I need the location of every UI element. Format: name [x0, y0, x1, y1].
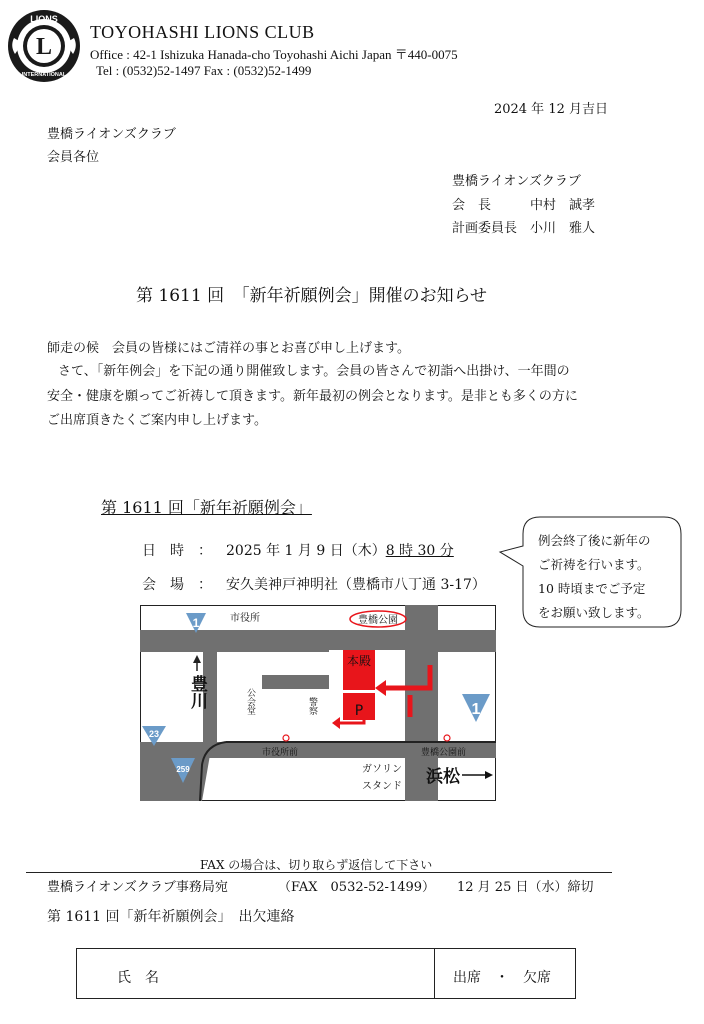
body-line-2: さて、「新年例会」を下記の通り開催致します。会員の皆さんで初詣へ出掛け、一年間の — [58, 364, 570, 379]
club-name: TOYOHASHI LIONS CLUB — [90, 22, 315, 42]
fax-note: FAX の場合は、切り取らず返信して下さい — [200, 858, 433, 872]
route-259: 259 — [176, 765, 190, 774]
map-stop-park: 豊橋公園前 — [421, 748, 467, 758]
lions-logo — [6, 8, 82, 84]
map-gas-line-1: ガソリン — [362, 764, 402, 775]
route-1-right: 1 — [471, 701, 481, 718]
office-address: Office : 42-1 Ishizuka Hanada-cho Toyohashi Aichi Japan 〒440-0075 — [90, 47, 458, 62]
event-heading: 第 1611 回「新年祈願例会」 — [101, 498, 312, 517]
map-hamamatsu: 浜松 — [426, 767, 460, 787]
reply-deadline: 12 月 25 日（水）締切 — [457, 880, 594, 895]
attendance-choice[interactable]: 出席 ・ 欠席 — [453, 970, 551, 986]
datetime-value — [226, 540, 454, 560]
sender-president: 会 長 中村 誠孝 — [452, 198, 596, 213]
name-field-label: 氏 名 — [117, 970, 159, 986]
map-stop-city-hall: 市役所前 — [262, 748, 299, 758]
note-line-2: ご祈祷を行います。 — [538, 557, 650, 572]
map-gas-line-2: スタンド — [362, 781, 402, 792]
datetime-time: 8 時 30 分 — [385, 543, 454, 559]
reply-fax: （FAX 0532-52-1499） — [278, 880, 436, 895]
route-1-top: 1 — [192, 616, 200, 630]
map-shrine: 本殿 — [346, 654, 372, 668]
venue-label: 会 場 ： — [142, 577, 212, 593]
reply-office: 豊橋ライオンズクラブ事務局宛 — [47, 880, 228, 895]
logo-top-text: LIONS — [30, 14, 58, 24]
map-river: 豊川 — [187, 675, 207, 709]
map-city-hall: 市役所 — [230, 613, 260, 624]
logo-bottom-text: INTERNATIONAL — [21, 72, 67, 78]
note-line-1: 例会終了後に新年の — [538, 533, 651, 548]
document-title: 第 1611 回 「新年祈願例会」開催のお知らせ — [136, 286, 488, 306]
datetime-label: 日 時 ： — [142, 543, 212, 559]
body-line-1: 師走の候 会員の皆様にはご清祥の事とお喜び申し上げます。 — [47, 341, 410, 356]
cut-line — [26, 872, 612, 873]
map-police: 警察 — [307, 697, 317, 715]
body-line-4: ご出席頂きたくご案内申し上げます。 — [47, 413, 267, 428]
recipient-club: 豊橋ライオンズクラブ — [47, 127, 176, 142]
reply-form-divider — [434, 948, 435, 999]
reply-title: 第 1611 回「新年祈願例会」 出欠連絡 — [47, 909, 295, 925]
map-park: 豊橋公園 — [358, 615, 398, 626]
note-line-4: をお願い致します。 — [538, 605, 650, 620]
body-line-3: 安全・健康を願ってご祈祷して頂きます。新年最初の例会となります。是非とも多くの方に — [47, 389, 578, 404]
recipient-members: 会員各位 — [47, 150, 100, 165]
route-23: 23 — [148, 729, 160, 739]
map-parking: P — [354, 703, 364, 719]
note-line-3: 10 時頃までご予定 — [538, 581, 646, 596]
logo-letter: L — [35, 34, 53, 60]
venue-value: 安久美神戸神明社（豊橋市八丁通 3-17） — [226, 577, 486, 593]
road-top — [140, 630, 496, 652]
letter-date: 2024 年 12 月吉日 — [493, 102, 608, 117]
sender-planning-chair: 計画委員長 小川 雅人 — [452, 221, 596, 236]
sender-club: 豊橋ライオンズクラブ — [452, 174, 581, 189]
map-hall: 公会堂 — [245, 688, 255, 715]
access-map — [140, 605, 496, 801]
tel-fax: Tel : (0532)52-1497 Fax : (0532)52-1499 — [96, 63, 312, 78]
datetime-date: 2025 年 1 月 9 日（木） — [226, 543, 386, 559]
